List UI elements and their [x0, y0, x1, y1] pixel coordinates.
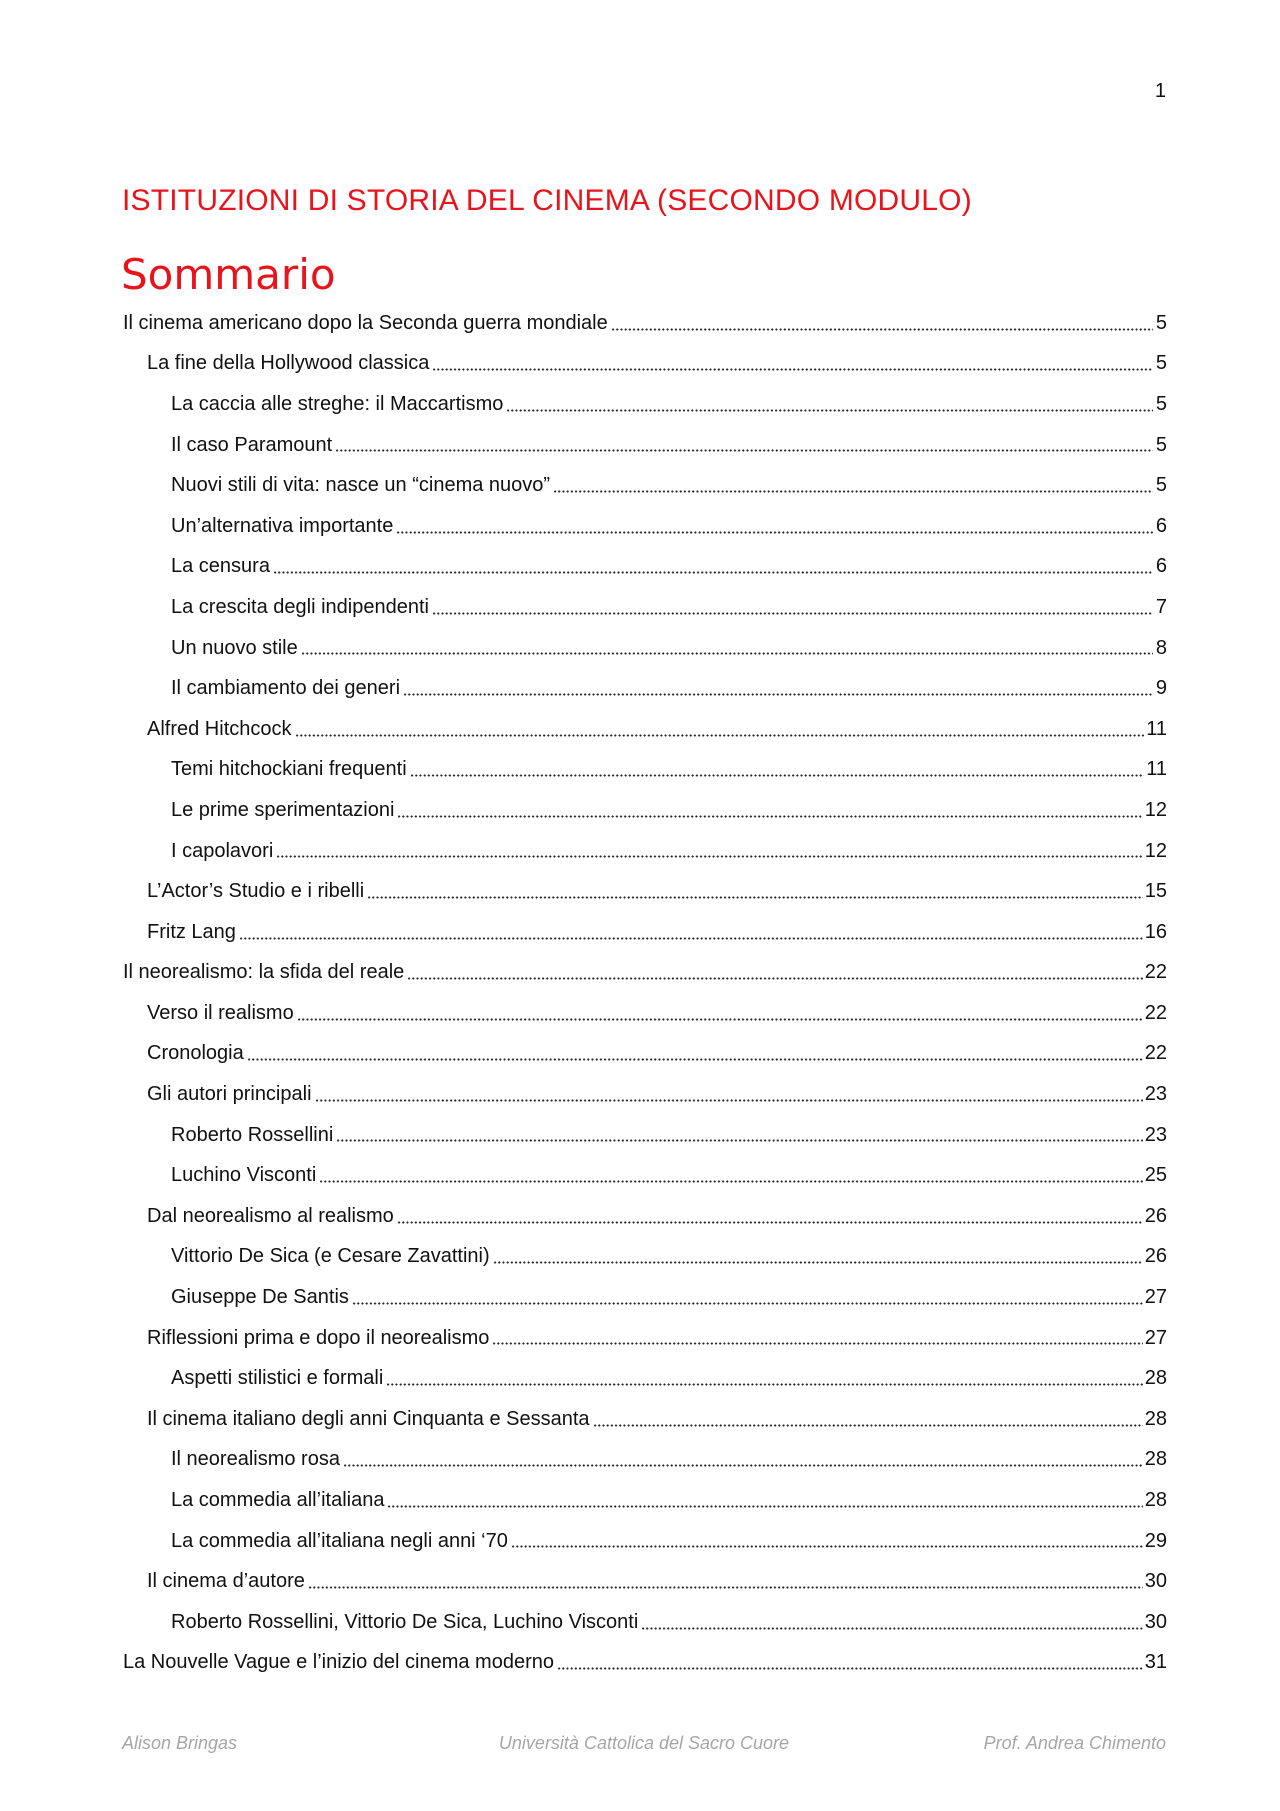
toc-entry[interactable] [123, 709, 1167, 750]
toc-entry-page: 5 [1155, 433, 1167, 456]
toc-entry-label: La censura [171, 555, 270, 578]
toc-entry-label: Il cinema americano dopo la Seconda guerra mondiale [123, 311, 608, 334]
toc-entry-label: Roberto Rossellini [171, 1123, 334, 1146]
toc-entry-label: Il cinema d’autore [147, 1570, 305, 1593]
toc-entry-label: Il neorealismo rosa [171, 1448, 340, 1471]
toc-entry-page: 27 [1144, 1286, 1167, 1309]
toc-dot-leader [641, 1626, 1142, 1631]
toc-dot-leader [410, 773, 1145, 778]
toc-dot-leader [593, 1423, 1143, 1428]
toc-dot-leader [506, 408, 1153, 413]
toc-dot-leader [297, 1017, 1143, 1022]
toc-entry[interactable] [123, 1034, 1167, 1075]
toc-dot-leader [367, 895, 1143, 900]
toc-entry-page: 31 [1144, 1651, 1167, 1674]
toc-dot-leader [343, 1463, 1143, 1468]
toc-dot-leader [335, 448, 1153, 453]
toc-entry-label: L’Actor’s Studio e i ribelli [147, 880, 365, 903]
toc-entry-page: 5 [1155, 392, 1167, 415]
toc-entry[interactable] [123, 425, 1167, 466]
toc-entry-page: 27 [1144, 1326, 1167, 1349]
toc-entry-label: Il cinema italiano degli anni Cinquanta e Sessanta [147, 1407, 590, 1430]
toc-entry[interactable] [123, 1318, 1167, 1359]
toc-entry[interactable] [123, 750, 1167, 791]
toc-entry-page: 22 [1144, 1001, 1167, 1024]
toc-dot-leader [319, 1179, 1142, 1184]
toc-dot-leader [336, 1138, 1142, 1143]
toc-entry[interactable] [123, 1074, 1167, 1115]
toc-dot-leader [407, 976, 1142, 981]
toc-dot-leader [308, 1585, 1143, 1590]
toc-entry-label: Riflessioni prima e dopo il neorealismo [147, 1326, 490, 1349]
toc-entry-label: Un nuovo stile [171, 636, 298, 659]
toc-entry-page: 22 [1144, 1042, 1167, 1065]
toc-entry-page: 5 [1155, 352, 1167, 375]
toc-entry-label: La Nouvelle Vague e l’inizio del cinema moderno [123, 1651, 554, 1674]
toc-entry[interactable] [123, 1358, 1167, 1399]
toc-entry[interactable] [123, 790, 1167, 831]
toc-entry-page: 12 [1144, 839, 1167, 862]
toc-entry-label: I capolavori [171, 839, 274, 862]
toc-entry[interactable] [123, 1155, 1167, 1196]
toc-dot-leader [611, 327, 1153, 332]
toc-dot-leader [492, 1341, 1142, 1346]
toc-dot-leader [315, 1098, 1143, 1103]
toc-entry[interactable] [123, 465, 1167, 506]
toc-entry[interactable] [123, 668, 1167, 709]
toc-entry-page: 15 [1144, 880, 1167, 903]
toc-entry-page: 22 [1144, 961, 1167, 984]
toc-entry[interactable] [123, 384, 1167, 425]
toc-entry[interactable] [123, 871, 1167, 912]
toc-entry-page: 25 [1144, 1164, 1167, 1187]
toc-entry-page: 26 [1144, 1245, 1167, 1268]
toc-entry[interactable] [123, 831, 1167, 872]
toc-entry[interactable] [123, 1521, 1167, 1562]
toc-entry[interactable] [123, 303, 1167, 344]
toc-entry-page: 23 [1144, 1083, 1167, 1106]
toc-entry-page: 12 [1144, 798, 1167, 821]
toc-dot-leader [397, 814, 1142, 819]
toc-entry-page: 5 [1155, 311, 1167, 334]
toc-entry[interactable] [123, 1196, 1167, 1237]
toc-dot-leader [273, 570, 1153, 575]
toc-entry-label: Fritz Lang [147, 920, 236, 943]
toc-entry-label: Le prime sperimentazioni [171, 798, 395, 821]
toc-entry-label: Gli autori principali [147, 1083, 312, 1106]
toc-entry-page: 11 [1146, 717, 1167, 740]
toc-dot-leader [397, 1220, 1143, 1225]
toc-entry[interactable] [123, 547, 1167, 588]
toc-entry-label: Il cambiamento dei generi [171, 677, 401, 700]
toc-dot-leader [493, 1260, 1143, 1265]
toc-entry-page: 28 [1144, 1489, 1167, 1512]
toc-entry-label: Verso il realismo [147, 1001, 294, 1024]
toc-entry-page: 7 [1155, 595, 1167, 618]
toc-entry-page: 26 [1144, 1204, 1167, 1227]
toc-entry[interactable] [123, 344, 1167, 385]
toc-entry-page: 6 [1155, 514, 1167, 537]
toc-entry[interactable] [123, 1115, 1167, 1156]
toc-entry[interactable] [123, 1237, 1167, 1278]
toc-entry[interactable] [123, 1277, 1167, 1318]
toc-dot-leader [511, 1544, 1143, 1549]
footer-author: Alison Bringas [122, 1733, 238, 1753]
toc-dot-leader [301, 651, 1153, 656]
footer-professor: Prof. Andrea Chimento [983, 1733, 1166, 1753]
toc-entry-label: Temi hitchockiani frequenti [171, 758, 407, 781]
toc-entry-label: La commedia all’italiana [171, 1489, 385, 1512]
toc-dot-leader [396, 530, 1153, 535]
page-number: 1 [1154, 80, 1166, 102]
toc-entry-label: Il neorealismo: la sfida del reale [123, 961, 405, 984]
toc-entry-label: Giuseppe De Santis [171, 1286, 349, 1309]
toc-entry-page: 28 [1144, 1407, 1167, 1430]
toc-entry-page: 6 [1155, 555, 1167, 578]
toc-entry-page: 30 [1144, 1570, 1167, 1593]
toc-dot-leader [247, 1057, 1143, 1062]
toc-entry[interactable] [123, 912, 1167, 953]
toc-entry-page: 28 [1144, 1367, 1167, 1390]
toc-entry-label: Cronologia [147, 1042, 244, 1065]
toc-entry-label: La crescita degli indipendenti [171, 595, 429, 618]
toc-entry[interactable] [123, 993, 1167, 1034]
toc-entry-page: 16 [1144, 920, 1167, 943]
toc-entry-page: 9 [1155, 677, 1167, 700]
toc-entry-page: 8 [1155, 636, 1167, 659]
toc-entry[interactable] [123, 628, 1167, 669]
toc-dot-leader [557, 1666, 1143, 1671]
table-of-contents [123, 303, 1167, 1683]
toc-dot-leader [239, 936, 1143, 941]
toc-entry-page: 30 [1144, 1610, 1167, 1633]
toc-dot-leader [387, 1504, 1142, 1509]
toc-entry-label: La fine della Hollywood classica [147, 352, 430, 375]
toc-entry-label: Un’alternativa importante [171, 514, 394, 537]
toc-entry[interactable] [123, 1602, 1167, 1643]
toc-entry[interactable] [123, 1561, 1167, 1602]
document-title: ISTITUZIONI DI STORIA DEL CINEMA (SECONDO MODULO) [122, 184, 972, 217]
toc-entry-page: 28 [1144, 1448, 1167, 1471]
toc-entry-label: Il caso Paramount [171, 433, 333, 456]
footer-institution: Università Cattolica del Sacro Cuore [498, 1733, 790, 1753]
toc-entry-page: 5 [1155, 474, 1167, 497]
toc-entry-label: Roberto Rossellini, Vittorio De Sica, Luchino Visconti [171, 1610, 639, 1633]
toc-heading: Sommario [121, 250, 336, 299]
toc-entry-page: 11 [1146, 758, 1167, 781]
toc-entry-label: Aspetti stilistici e formali [171, 1367, 384, 1390]
toc-dot-leader [386, 1382, 1142, 1387]
toc-dot-leader [295, 733, 1145, 738]
toc-entry-label: Nuovi stili di vita: nasce un “cinema nuovo” [171, 474, 551, 497]
toc-dot-leader [403, 692, 1153, 697]
toc-entry-label: La commedia all’italiana negli anni ‘70 [171, 1529, 508, 1552]
toc-entry-label: Luchino Visconti [171, 1164, 317, 1187]
toc-entry[interactable] [123, 506, 1167, 547]
toc-entry-label: Dal neorealismo al realismo [147, 1204, 394, 1227]
toc-entry[interactable] [123, 587, 1167, 628]
toc-entry-label: Vittorio De Sica (e Cesare Zavattini) [171, 1245, 490, 1268]
toc-entry[interactable] [123, 1440, 1167, 1481]
toc-entry[interactable] [123, 953, 1167, 994]
toc-entry-label: Alfred Hitchcock [147, 717, 292, 740]
toc-entry[interactable] [123, 1480, 1167, 1521]
toc-entry-page: 29 [1144, 1529, 1167, 1552]
toc-dot-leader [276, 854, 1142, 859]
toc-dot-leader [432, 611, 1153, 616]
toc-dot-leader [352, 1301, 1143, 1306]
toc-entry-label: La caccia alle streghe: il Maccartismo [171, 392, 504, 415]
toc-entry-page: 23 [1144, 1123, 1167, 1146]
toc-entry[interactable] [123, 1643, 1167, 1684]
toc-dot-leader [432, 367, 1153, 372]
toc-entry[interactable] [123, 1399, 1167, 1440]
toc-dot-leader [553, 489, 1153, 494]
